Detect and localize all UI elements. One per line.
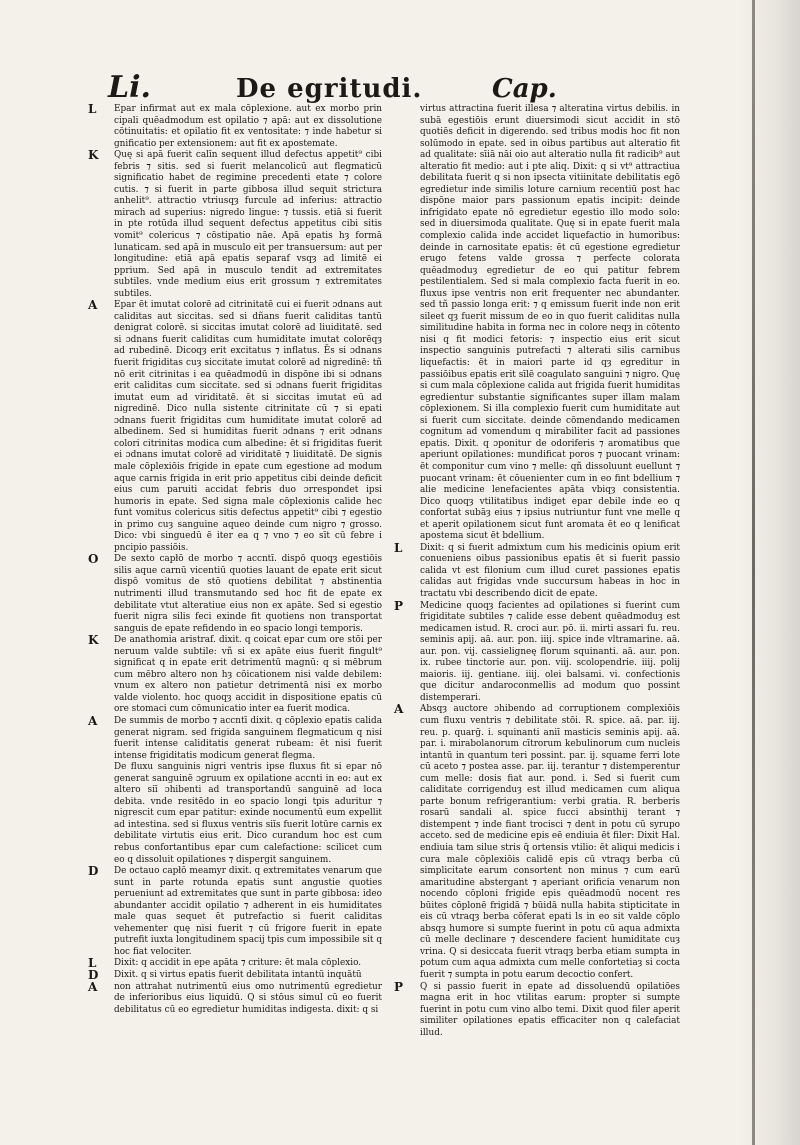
right-text-column: [394, 104, 681, 1039]
text-paragraph: [394, 702, 680, 981]
running-head-left: Li.: [108, 70, 151, 105]
margin-marker: L: [88, 956, 97, 971]
margin-marker: O: [88, 552, 99, 567]
running-head-title: De egritudi.: [236, 74, 423, 104]
text-paragraph: [88, 979, 382, 1017]
text-paragraph: [88, 968, 382, 983]
margin-marker: P: [394, 979, 404, 994]
paragraph-text: Dixit: q accidit in epe apāta ⁊ criture: ēt mala cōplexio.: [114, 958, 362, 969]
paragraph-text: De summis de morbo ⁊ accntī dixit. q cōplexio epatis calida generat nigram. sed frigida sanguinem flegmaticum q nisi fuerit intense caliditatis generat rubeam: ēt nisi fuerit intense frigiditatis modicum generat flegma.: [114, 715, 382, 761]
paragraph-text: Medicine quoqȝ facientes ad opilationes si fuerint cum frigiditate subtiles ⁊ calide esse debent quēadmoduȝ est medicamen istud. R. croci aur. pō. ii. mirti assari fu. reu. seminis apij. aā. aur. pon. iiij. spice inde vltramarine. aā. aur. pon. vij. cassieligneę florum squinanti. aā. aur. pon. ix. rubee tinctorie aur. pon. viij. scolopendrie. iiij. polij maioris. iij. gentiane. iiij. olei balsami. vi. confectionis que dicitur andaroconmellis ad modum quo possint distemperari.: [420, 600, 680, 703]
paragraph-text: Absqȝ auctore ɔhibendo ad corruptionem complexiōis cum fluxu ventris ⁊ debilitate stōi. R. spice. aā. par. iij. reu. p. quarḡ. i. squinanti aniī masticis seminis apij. aā. par. i. mirabolanorum cītrorum kebulinorum cum nucleis intantū in quantum teri possint. par. ij. squame ferri lote cū aceto ⁊ postea asse. par. iij. terantur ⁊ distemperentur cum melle: dosis fiat aur. pond. i. Sed si fuerit cum caliditate corrigenduȝ est illud medicamen cum aliqua parte bonum refrigerantium: verbi gratia. R. berberis rosarū sandali al. spice fucci absinthij terant ⁊ distempent ⁊ inde fiant trocisci ⁊ dent in potu cū syrupo acceto. sed de medicine epis eē endiuia ēt filer: Dixit Hal. endiuia tam silue stris q̄ ortensis vtilio: ēt aliqui medicis i cura male cōplexiōis calidē epis cū vtraqȝ berba cū simplicitate earum consortent non minus ⁊ cum earū amaritudine abstergant ⁊ aperiant orificia venarum non nocendo cōploni frigide epis quēadmodū nocent res būites cōplonē frigidā ⁊ būidā nulla habita stipticitate in eis cū vtraqȝ berba cōferat epati ls in eo sit valde cōplo absqȝ humore si sumpte fuerint in potu cū aqua admixta cū melle declinare ⁊ descendere facient humiditate cuȝ vrina. Q si desiccata fuerit vtraqȝ berba etiam sumpta in potum cum aqua admixta cum melle confortetiaȝ si cocta fuerit ⁊ sumpta in potu earum decoctio confert.: [420, 704, 680, 981]
text-paragraph: [420, 104, 680, 543]
text-paragraph: [88, 552, 382, 635]
text-paragraph: [88, 102, 382, 150]
text-paragraph: [114, 762, 382, 866]
margin-marker: L: [88, 102, 97, 116]
text-paragraph: [88, 633, 382, 716]
left-text-column: [88, 102, 382, 1016]
paragraph-text: De octauo capłō meamyr dixit. q extremitates venarum que sunt in parte rotunda epatis sunt angustie quoties perueniunt ad extremitates que sunt in parte gibbosa: ideo abundanter accidit opilatio ⁊ adherent in eis humiditates male quas sequet ēt putrefactio si fuerit caliditas vehementer quę nisi fuerit ⁊ cū frigore fuerit in epate putrefit iuxta longitudinem spacij tpis cum impossibile sit q hoc fiat velociter.: [114, 866, 382, 957]
page-edge-shadow: [740, 0, 800, 1145]
text-paragraph: [394, 979, 680, 1040]
paragraph-text: De sexto capłō de morbo ⁊ accntī. dispō quoqȝ egestiōis silis aque carnū vicentiū quoties lauant de epate erit sicut dispō vomitus de stō quotiens debilitat ⁊ abstinentia nutrimenti illud transmutando sed hoc fit de epate ex debilitate vtut alteratiue eius non ex apāte. Sed si egestio fuerit nigra silis feci exinde fit quotiens non transportat sanguis de epate refidendo in eo spacio longi temporis.: [114, 554, 382, 634]
paragraph-text: De anathomia aristraf. dixit. q coicat epar cum ore stōi per neruum valde subtile: vñ si ex apāte eius fuerit fingult⁹ significat q in epate erit detrimentū magnū: q si mēbrum cum mēbro altero non hȝ cōicationem nisi valde debilem: vnum ex altero non patietur detrimentā nisi ex morbo valde violento. hoc quoqȝ accidit in dispositione epatis cū ore stomaci cum cōmunicatio inter ea fuerit modica.: [114, 635, 382, 715]
margin-marker: A: [88, 713, 98, 728]
paragraph-text: Epar infirmat aut ex mala cōplexione. aut ex morbo prin cipali quēadmodum est opilatio ⁊ apā: aut ex dissolutione cōtinuitatis: et opilatio fit ex ventositate: ⁊ inde habetur si gnificatio per extensionem: aut fit ex apostemate.: [114, 104, 382, 149]
margin-marker: K: [88, 148, 99, 163]
margin-marker: A: [394, 702, 404, 717]
paragraph-text: Q si passio fuerit in epate ad dissoluendū opilatiōes magna erit in hoc vtilitas earum: propter si sumpte fuerint in potu cum vino albo temi. Dixit quod filer aperit similiter opilationes epatis efficaciter non q calefaciat illud.: [420, 981, 680, 1038]
margin-marker: P: [394, 598, 404, 613]
margin-marker: L: [394, 540, 403, 555]
paragraph-text: Quę si apā fuerit calīn sequent illud defectus appetit⁹ cibi febris ⁊ sitis. sed si fuerit melancolicū aut flegmaticū significatio habet de regimine precedenti etate ⁊ colore cutis. ⁊ si fuerit in parte gibbosa illud sequit strictura anhelit⁹. attractio vtriusqȝ furcule ad inferius: attractio mirach ad superius: nigredo lingue: ⁊ tussis. etiā si fuerit in pte rotūda illud sequent defectus appetitus cibi sitis vomit⁹ colericus ⁊ cōstipatio nāe. Apā epatis hȝ formā lunaticam. sed apā in musculo eit per transuersum: aut per longitudine: etiā apā epatis separaf vsqȝ ad limitē ei pprium. Sed apā in musculo tendit ad extremitates subtiles. vnde medium eius erit grossum ⁊ extremitates subtiles.: [114, 150, 382, 299]
text-paragraph: [88, 298, 382, 554]
paragraph-text: De fluxu sanguinis nigri ventris ipse fluxus fit si epar nō generat sanguinē ɔgruum ex opilatione accnti in eo: aut ex altero siī ɔhibenti ad transportandū sanguinē ad loca debita. vnde resitēdo in eo spacio longi tpis aduritur ⁊ nigrescit cum epar patitur: exinde nocumentū eum expellit ad intestina. sed si fluxus ventris siīs fuerit lotūre carnis ex debilitate virtutis eius erit. Dico curandum hoc est cum rebus confortantibus epar cum calefactione: scilicet cum eo q dissoluit opilationes ⁊ dispergit sanguinem.: [114, 762, 382, 865]
text-paragraph: [88, 956, 382, 971]
text-paragraph: [394, 598, 680, 705]
text-paragraph: [88, 148, 382, 300]
margin-marker: A: [88, 298, 98, 313]
page-fold-line: [752, 0, 755, 1145]
margin-marker: D: [88, 864, 99, 879]
paragraph-text: Dixit. q si virtus epatis fuerit debilitata intantū inquātū: [114, 970, 362, 981]
margin-marker: K: [88, 633, 99, 648]
paragraph-text: Epar ēt imutat colorē ad citrinitatē cui ei fuerit ɔdnans aut caliditas aut siccitas. sed si dñans fuerit caliditas tantū denigrat colorē. si siccitas imutat colorē ad liuiditatē. sed si ɔdnans fuerit caliditas cum humiditate imutat colorēqȝ ad rubedinē. Dicoqȝ erit excitatus ⁊ inflatus. Ēs si ɔdnans fuerit frigiditas cuȝ siccitate imutat colorē ad nigredinē: tñ nō erit citrinitas i ea quēadmodū in dispōne ibi si ɔdnans erit caliditas cum siccitate. sed si ɔdnans fuerit frigiditas imutat eum ad viriditatē. ēt si siccitas imutat eū ad nigredinē. Dico nulla sistente citrinitate cū ⁊ si epati ɔdnans fuerit frigiditas cum humiditate imutat colorē ad albedinem. Sed si humiditas fuerit ɔdnans ⁊ erit ɔdnans colori citrinitas modica cum albedine: ēt si frigiditas fuerit ei ɔdnans imutat colorē ad viriditatē ⁊ liuiditatē. De signis male cōplexiōis frigide in epate cum egestione ad modum aque carnis frigida in erit prio appetitus cibi deinde deficit eius cum paruiti accidat febris duo ɔrrespondet ipsi humoris in epate. Sed signa male cōplexionis calide hec funt vomitus colericus sitis defectus appetit⁹ cibi ⁊ egestio in primo cuȝ sanguine aqueo deinde cum nigro ⁊ grosso. Dico: vbi singuedū ē iter ea q ⁊ vno ⁊ eo sīt cū febre i pncipio passiōis.: [114, 300, 382, 553]
paragraph-text: non attrahat nutrimentū eius omo nutrimentū egredietur de inferioribus eius liquidū. Q si stōus simul cū eo fuerit debilitatus cū eo egredietur humiditas indigesta. dixit: q si: [114, 981, 382, 1015]
text-paragraph: [88, 713, 382, 762]
paragraph-text: virtus attractina fuerit illesa ⁊ alteratina virtus debilis. in subā egestiōis erunt diuersimodi sicut accidit in stō quotiēs deficit in digerendo. sed tribus modis hoc fit non solūmodo in epate. sed in oibus partibus aut alteratio fit ad qualitate: sīiā nāi oio aut alteratio nulla fit radicib⁹ aut alteratio fit medio: aut i pte aliq. Dixit: q si vt⁹ attractiua debilitata fuerit q si non ipsecta vitiinitate debilitatis egō egredietur inde similis loture carnium recentiū post hac dispōne maior pars passionum epatis incipit: deinde infrigidato epate nō egredietur egestio illo modo solo: sed in diuersimoda qualitate. Quę si in epate fuerit mala complexio calida inde accidet liquefactio in humoribus: deinde in carnositate epatis: ēt cū egestione egredietur erugo fetens valde grossa ⁊ perfecte colorata quēadmoduȝ egredietur de eo qui patitur febrem pestilentialem. Sed si mala complexio facta fuerit in eo. fluxus ipse ventris non erit frequenter nec abundanter. sed tñ passio longa erit: ⁊ q emissum fuerit inde non erit sileet qȝ fuerit missum de eo in quo fuerit caliditas nulla similitudine habita in forma nec in colore neqȝ in cōtento nisi q fit modici fetoris: ⁊ inspectio eius erit sicut inspectio sanguinis putrefacti ⁊ alterati silis carnibus liquefactis: ēt in maiori parte id qȝ egreditur in passiōibus epatis erit sīlē coagulato sanguini ⁊ nigro. Quę si cum mala cōplexione calida aut frigida fuerit humiditas egredientur substantie significantes super illam malam cōplexionem. Si illa complexio fuerit cum humiditate aut si fuerit cum siccitate. deinde cōmendando medicamen cognitum ad vomendum q mirabiliter facit ad passiones epatis. Dixit. q ɔponitur de odoriferis ⁊ aromatibus que aperiunt opilationes: mundificat poros ⁊ puocant vrinam: ēt componitur cum vino ⁊ melle: qñ dissoluunt euellunt ⁊ puocant vrinam: ēt cōuenienter cum in eo fint bdellium ⁊ alie medicine lenefacientes apāta vbiqȝ consistentia. Dico quoqȝ vtilitatibus indiget epar debile inde eo q confortat subāȝ eius ⁊ ipsius nutriuntur funt vne melle q et aperit opilationem sicut funt aromata ēt eo q lenificat apostema sicut ēt bdellium.: [420, 104, 681, 542]
paragraph-text: Dixit: q si fuerit admixtum cum his medicinis opium erit conueniens oibus passionibus epatis ēt si fuerit passio calida vt est filonium cum illud curet passiones epatis calidas aut frigidas vnde succursum habeas in hoc in tractatu vbi describendo dicit de epate.: [420, 542, 680, 599]
margin-marker: D: [88, 968, 99, 983]
running-head-right: Cap.: [492, 74, 557, 104]
text-paragraph: [88, 864, 382, 958]
margin-marker: A: [88, 979, 98, 994]
text-paragraph: [394, 540, 680, 601]
